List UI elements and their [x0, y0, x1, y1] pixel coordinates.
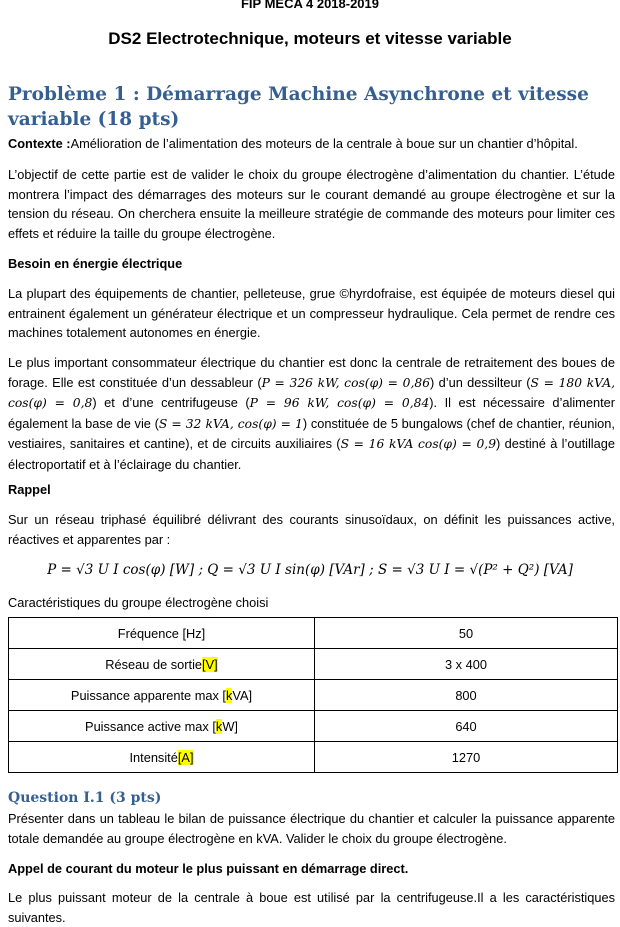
spec-label	[9, 618, 315, 649]
spec-value: 1270	[315, 742, 618, 773]
spec-label	[9, 680, 315, 711]
question-text: Présenter dans un tableau le bilan de puissance électrique du chantier et calculer la puissance apparente totale demandée au groupe électrogène en kVA. Valider le choix du groupe électrogène.	[8, 811, 615, 846]
appel-text: Le plus puissant moteur de la centrale à boue est utilisé par la centrifugeuse.Il a les caractéristiques suivantes.	[8, 890, 615, 925]
spec-label-suffix: W]	[222, 718, 238, 734]
table-row	[9, 618, 618, 649]
course-header: FIP MECA 4 2018-2019	[240, 0, 380, 11]
question-heading: Question I.1 (3 pts)	[8, 790, 162, 806]
context-label: Contexte :	[8, 136, 71, 151]
objective-paragraph: L’objectif de cette partie est de valider le choix du groupe électrogène d’alimentation du chantier. L’étude montrera l’impact des démarrages des moteurs sur le courant demandé au groupe électrogène et sur la tension du réseau. On cherchera ensuite la meilleure stratégie de commande des moteurs pour limiter ces effets et réduire la taille du groupe électrogène.	[8, 167, 615, 241]
table-row	[9, 649, 618, 680]
highlighted-unit: [A]	[177, 749, 194, 765]
p2-math-5: S = 16 kVA cos(φ) = 0,9	[340, 437, 497, 451]
context-text: Amélioration de l’alimentation des moteurs de la centrale à boue sur un chantier d’hôpital.	[70, 136, 578, 151]
spec-value: 3 x 400	[315, 649, 618, 680]
spec-label	[9, 742, 315, 773]
besoin-paragraph-1: La plupart des équipements de chantier, pelleteuse, grue ©hyrdofraise, est équipée de moteurs diesel qui entrainent également un générateur électrique et un compresseur hydraulique. Cela permet de rendre ces machines totalement autonomes en énergie.	[8, 286, 615, 340]
spec-label	[9, 711, 315, 742]
table-row	[9, 742, 618, 773]
p2-text-b: ) d’un dessilteur (	[430, 374, 531, 390]
exam-title: DS2 Electrotechnique, moteurs et vitesse variable	[108, 29, 512, 48]
rappel-paragraph: Sur un réseau triphasé équilibré délivrant des courants sinusoïdaux, on définit les puissances active, réactives et apparentes par :	[8, 512, 615, 547]
p2-text-a: Le plus important consommateur électrique du chantier est donc la centrale de retraitement des boues de forage. Elle est constituée d’un dessableur (	[8, 355, 615, 390]
spec-label-text: Puissance active max [	[85, 718, 216, 734]
p2-math-4: S = 32 kVA, cos(φ) = 1	[158, 416, 303, 431]
p2-math-3: P = 96 kW, cos(φ) = 0,84	[249, 396, 430, 410]
table-caption: Caractéristiques du groupe électrogène choisi	[8, 595, 269, 610]
spec-label-suffix: VA]	[232, 687, 253, 703]
besoin-paragraph-2	[8, 353, 615, 474]
p2-text-e: ) constituée de 5 bungalows (chef de chantier, réunion, vestiaires, sanitaires et cantine), et de circuits auxiliaires (	[8, 415, 615, 451]
p2-math-2: S = 180 kVA, cos(φ) = 0,8	[8, 375, 615, 410]
highlighted-unit: [V]	[202, 656, 218, 672]
power-formula: P = √3 U I cos(φ) [W] ; Q = √3 U I sin(φ) [VAr] ; S = √3 U I = √(P² + Q²) [VA]	[47, 562, 573, 578]
problem-heading: Problème 1 : Démarrage Machine Asynchrone et vitesse variable (18 pts)	[8, 84, 589, 130]
p2-math-1: P = 326 kW, cos(φ) = 0,86	[261, 375, 431, 390]
spec-value: 640	[315, 711, 618, 742]
spec-label	[9, 649, 315, 680]
spec-label-text: Puissance apparente max [	[70, 687, 226, 703]
table-row	[9, 680, 618, 711]
spec-value: 50	[315, 618, 618, 649]
table-row	[9, 711, 618, 742]
spec-label-text: Fréquence [Hz]	[117, 625, 206, 641]
context-paragraph	[8, 134, 615, 154]
p2-text-d: ). Il est nécessaire d’alimenter également la base de vie (	[8, 395, 615, 431]
highlighted-unit: k	[215, 718, 223, 734]
highlighted-unit: k	[225, 687, 233, 703]
generator-specs-table	[8, 617, 618, 773]
rappel-heading: Rappel	[8, 482, 51, 497]
spec-label-text: Intensité	[129, 749, 178, 765]
p2-text-f: ) destiné à l’outillage électroportatif et à l’éclairage du chantier.	[8, 436, 616, 472]
p2-text-c: ) et d’une centrifugeuse (	[92, 395, 250, 410]
spec-label-text: Réseau de sortie	[105, 656, 203, 672]
appel-heading: Appel de courant du moteur le plus puissant en démarrage direct.	[8, 861, 409, 876]
besoin-heading: Besoin en énergie électrique	[8, 256, 183, 271]
spec-value: 800	[315, 680, 618, 711]
